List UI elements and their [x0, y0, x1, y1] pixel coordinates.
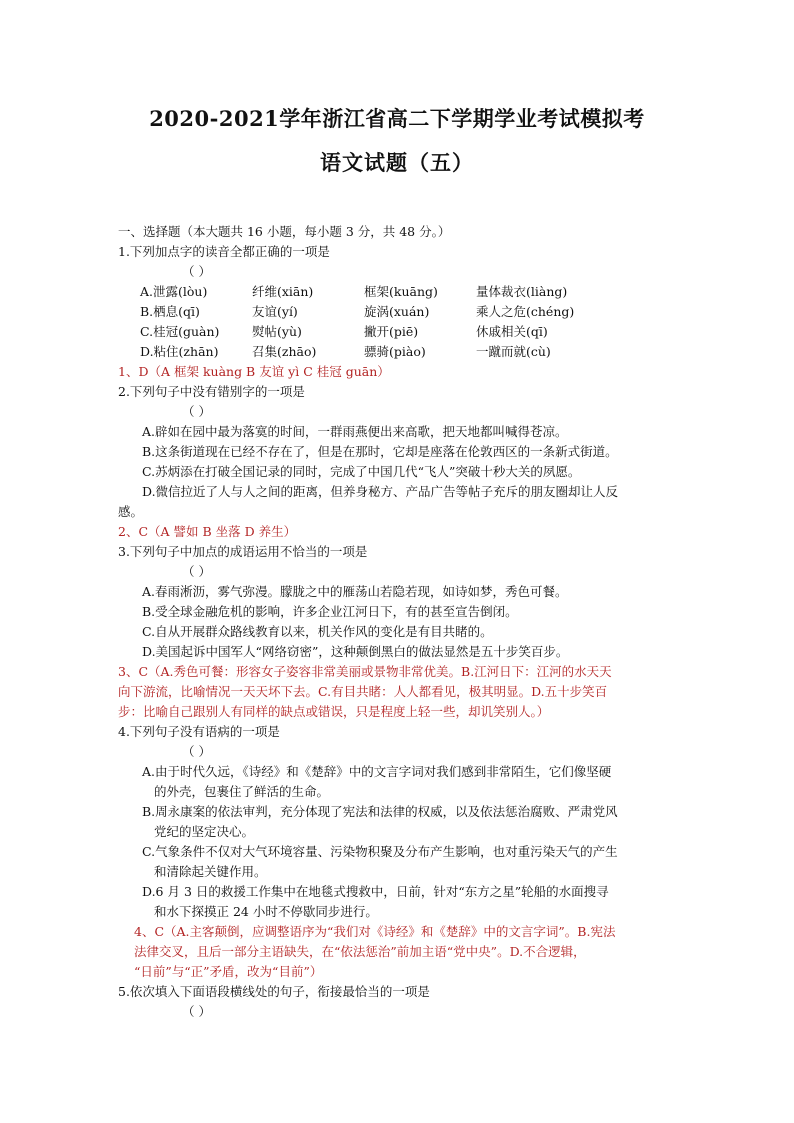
q2-option-c: C.苏炳添在打破全国记录的同时，完成了中国几代“飞人”突破十秒大关的夙愿。 — [142, 464, 581, 479]
q1-stem: 1.下列加点字的读音全都正确的一项是 — [118, 244, 330, 259]
q4-answer-line1: 4、C（A.主客颠倒，应调整语序为“我们对《诗经》和《楚辞》中的文言字词”。B.宪法 — [134, 924, 616, 939]
q4-option-b: B.周永康案的依法审判，充分体现了宪法和法律的权威，以及依法惩治腐败、严肃党风 — [142, 804, 618, 819]
q1-option-c3: 撇开(piē) — [364, 324, 419, 339]
q1-option-b1: B.栖息(qī) — [140, 304, 200, 319]
q4-answer-line3: “日前”与“正”矛盾，改为“目前”） — [134, 964, 323, 979]
q4-answer-line2: 法律交叉，且后一部分主语缺失，在“依法惩治”前加主语“党中央”。D.不合逻辑， — [134, 944, 586, 959]
q3-answer-line3: 步：比喻自己跟别人有同样的缺点或错误，只是程度上轻一些，却讥笑别人。） — [118, 704, 550, 719]
q1-option-b2: 友谊(yí) — [252, 304, 298, 319]
q4-answer-blank: （ ） — [182, 744, 211, 759]
q1-option-a2: 纤维(xiān) — [252, 284, 314, 299]
q3-option-a: A.春雨淅沥，雾气弥漫。朦胧之中的雁荡山若隐若现，如诗如梦，秀色可餐。 — [142, 584, 568, 599]
q1-option-b3: 旋涡(xuán) — [364, 304, 430, 319]
q1-option-a4: 量体裁衣(liàng) — [476, 284, 568, 299]
q2-option-d: D.微信拉近了人与人之间的距离，但养身秘方、产品广告等帖子充斥的朋友圈却让人反 — [142, 484, 619, 499]
q3-option-c: C.自从开展群众路线教育以来，机关作风的变化是有目共睹的。 — [142, 624, 493, 639]
q1-option-d1: D.粘住(zhān) — [140, 344, 219, 359]
q3-answer-line1: 3、C（A.秀色可餐：形容女子姿容非常美丽或景物非常优美。B.江河日下：江河的水天天 — [118, 664, 612, 679]
q1-option-c4: 休戚相关(qī) — [476, 324, 548, 339]
q4-option-a-cont: 的外壳，包裹住了鲜活的生命。 — [154, 784, 330, 799]
q2-answer: 2、C（A 譬如 B 坐落 D 养生） — [118, 524, 297, 539]
q4-option-d: D.6 月 3 日的救援工作集中在地毯式搜救中，日前，针对“东方之星”轮船的水面搜寻 — [142, 884, 609, 899]
q3-stem: 3.下列句子中加点的成语运用不恰当的一项是 — [118, 544, 368, 559]
q3-option-d: D.美国起诉中国军人“网络窃密”，这种颠倒黑白的做法显然是五十步笑百步。 — [142, 644, 569, 659]
q1-option-d4: 一蹴而就(cù) — [476, 344, 551, 359]
q1-answer-blank: （ ） — [182, 264, 211, 279]
q2-option-b: B.这条街道现在已经不存在了，但是在那时，它却是座落在伦敦西区的一条新式街道。 — [142, 444, 618, 459]
q1-answer: 1、D（A 框架 kuàng B 友谊 yì C 桂冠 guān） — [118, 364, 390, 379]
q5-stem: 5.依次填入下面语段横线处的句子，衔接最恰当的一项是 — [118, 984, 430, 999]
q5-answer-blank: （ ） — [182, 1004, 211, 1019]
q1-option-d2: 召集(zhāo) — [252, 344, 317, 359]
exam-content — [118, 222, 684, 1022]
q2-answer-blank: （ ） — [182, 404, 211, 419]
q3-answer-blank: （ ） — [182, 564, 211, 579]
exam-title: 2020-2021学年浙江省高二下学期学业考试模拟考 — [149, 106, 645, 131]
q4-option-a: A.由于时代久远，《诗经》和《楚辞》中的文言字词对我们感到非常陌生，它们像坚硬 — [142, 764, 612, 779]
exam-subtitle: 语文试题（五） — [320, 150, 474, 175]
q1-option-a3: 框架(kuāng) — [364, 284, 438, 299]
section-heading: 一、选择题（本大题共 16 小题，每小题 3 分，共 48 分。） — [118, 224, 451, 239]
q4-stem: 4.下列句子没有语病的一项是 — [118, 724, 280, 739]
q3-option-b: B.受全球金融危机的影响，许多企业江河日下，有的甚至宣告倒闭。 — [142, 604, 518, 619]
q1-option-c1: C.桂冠(guàn) — [140, 324, 220, 339]
q1-option-c2: 熨帖(yù) — [252, 324, 302, 339]
q1-options — [118, 282, 684, 362]
q4-option-c-cont: 和清除起关键作用。 — [154, 864, 267, 879]
q2-stem: 2.下列句子中没有错别字的一项是 — [118, 384, 305, 399]
q4-option-b-cont: 党纪的坚定决心。 — [154, 824, 255, 839]
q4-option-d-cont: 和水下探摸正 24 小时不停歇同步进行。 — [154, 904, 378, 919]
q2-option-a: A.辟如在园中最为落寞的时间，一群雨燕便出来高歌，把天地都叫喊得苍凉。 — [142, 424, 568, 439]
q1-option-a1: A.泄露(lòu) — [140, 284, 208, 299]
q1-option-b4: 乘人之危(chéng) — [476, 304, 575, 319]
q4-option-c: C.气象条件不仅对大气环境容量、污染物积聚及分布产生影响，也对重污染天气的产生 — [142, 844, 618, 859]
q2-option-d-cont: 感。 — [118, 504, 144, 519]
q1-option-d3: 骠骑(piào) — [364, 344, 426, 359]
q3-answer-line2: 向下游流，比喻情况一天天坏下去。C.有目共睹：人人都看见，极其明显。D.五十步笑百 — [118, 684, 608, 699]
